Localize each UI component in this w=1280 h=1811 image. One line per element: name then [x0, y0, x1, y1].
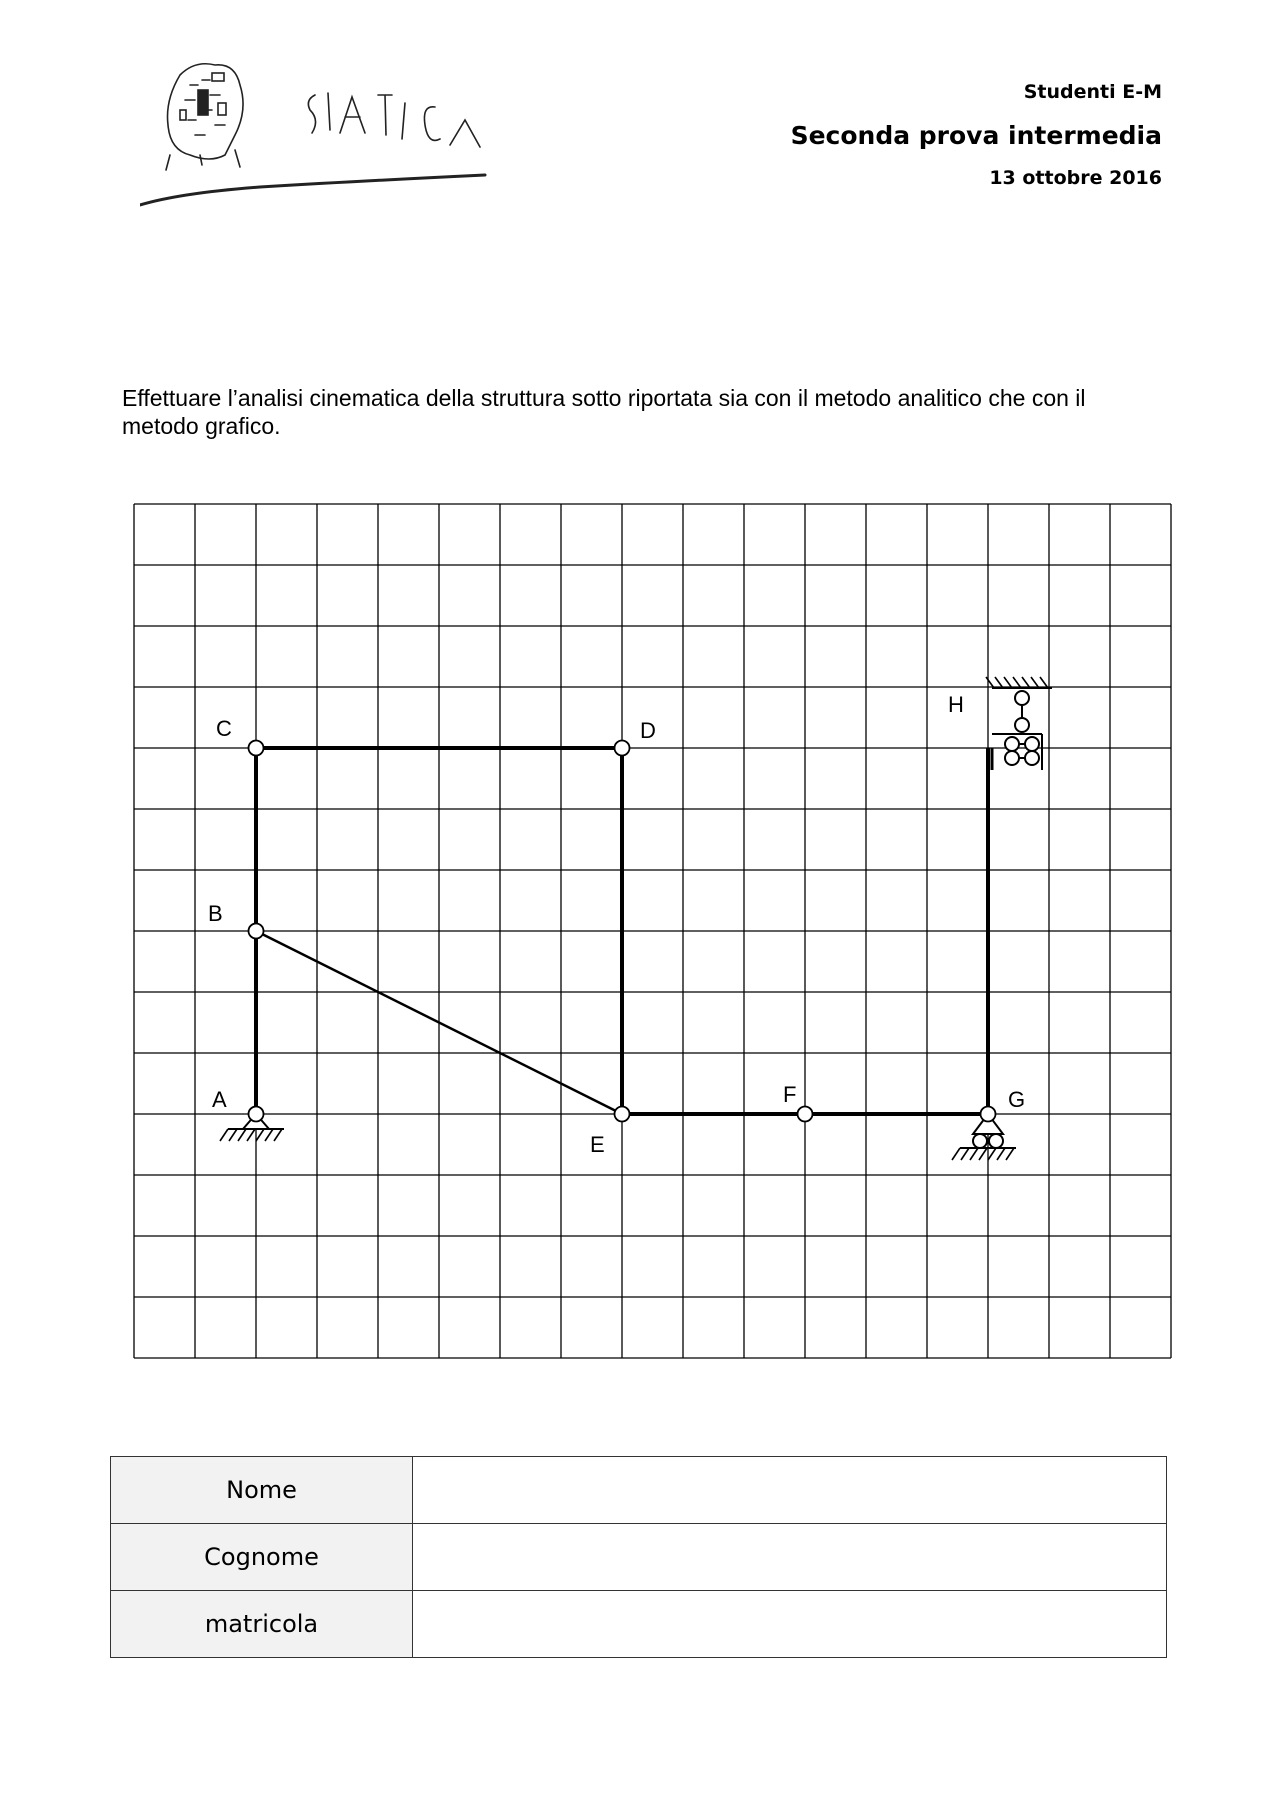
- node-label-d: D: [640, 718, 656, 743]
- node-f: [798, 1107, 813, 1122]
- node-label-g: G: [1008, 1087, 1026, 1112]
- node-label-b: B: [208, 901, 223, 926]
- nome-field[interactable]: [413, 1457, 1167, 1524]
- student-info-table: [110, 1456, 1167, 1658]
- nome-label: Nome: [111, 1457, 413, 1524]
- node-a: [249, 1107, 264, 1122]
- exam-date: 13 ottobre 2016: [989, 167, 1162, 189]
- logo-text: STATICA: [140, 55, 145, 56]
- node-g: [981, 1107, 996, 1122]
- exercise-instructions: Effettuare l’analisi cinematica della struttura sotto riportata sia con il metodo analitico che con il metodo grafico.: [122, 385, 1086, 439]
- node-d: [615, 741, 630, 756]
- node-label-a: A: [212, 1087, 227, 1112]
- cognome-label: Cognome: [111, 1524, 413, 1591]
- table-row: [111, 1524, 1167, 1591]
- exam-title: Seconda prova intermedia: [790, 121, 1162, 150]
- table-row: [111, 1591, 1167, 1658]
- table-row: [111, 1457, 1167, 1524]
- node-label-h: H: [948, 692, 964, 717]
- node-label-e: E: [590, 1132, 605, 1157]
- matricola-field[interactable]: [413, 1591, 1167, 1658]
- node-b: [249, 924, 264, 939]
- double-pendulum-support-icon: [986, 677, 1052, 770]
- cognome-field[interactable]: [413, 1524, 1167, 1591]
- matricola-label: matricola: [111, 1591, 413, 1658]
- node-label-f: F: [783, 1082, 797, 1107]
- audience-label: Studenti E-M: [1023, 81, 1162, 103]
- node-e: [615, 1107, 630, 1122]
- node-c: [249, 741, 264, 756]
- node-label-c: C: [216, 716, 232, 741]
